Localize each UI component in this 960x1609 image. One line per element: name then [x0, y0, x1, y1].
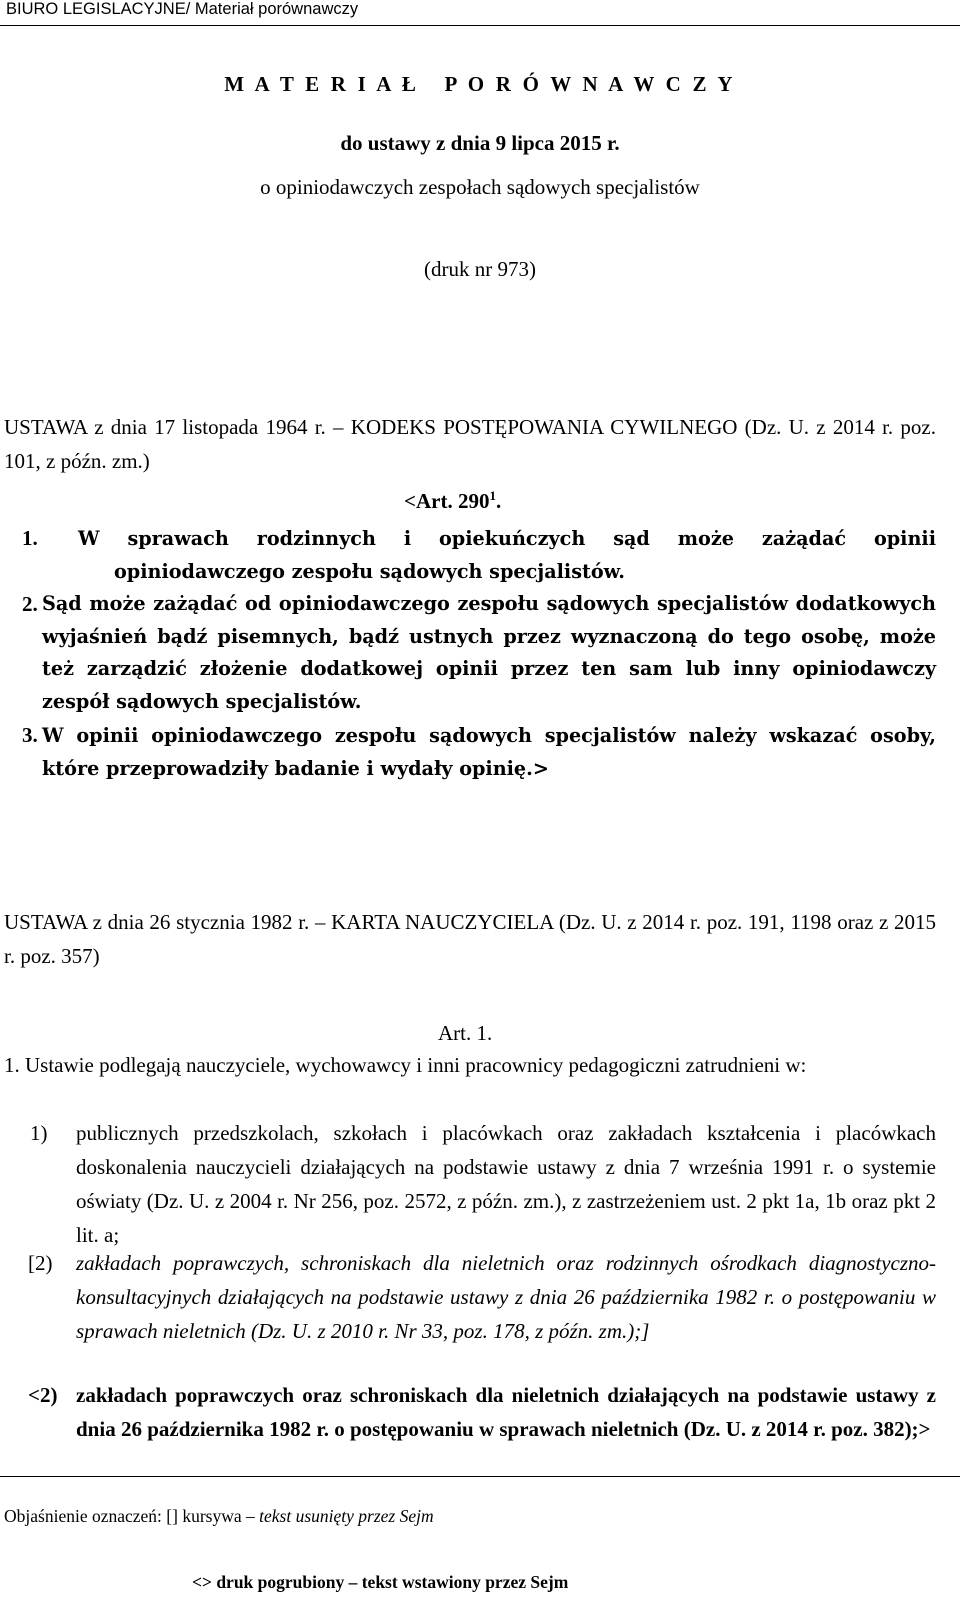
act2-item1-text: publicznych przedszkolach, szkołach i placówkach oraz zakładach kształcenia i placówkach doskonalenia nauczycieli działających na podstawie ustawy z dnia 7 września 1991 r. o systemie oświaty (Dz. U. z 2004 r. Nr 256, poz. 2572, z późn. zm.), z zastrzeżeniem ust. 2 pkt 1a, 1b oraz pkt 2 lit. a; [76, 1121, 936, 1247]
act2-item2-old-label: [2) [28, 1251, 53, 1275]
legend-label: Objaśnienie oznaczeń: [4, 1506, 162, 1526]
act1-p3-label: 3. [22, 723, 38, 747]
druk-number: (druk nr 973) [424, 257, 536, 281]
act1-heading: USTAWA z dnia 17 listopada 1964 r. – KODEKS POSTĘPOWANIA CYWILNEGO (Dz. U. z 2014 r. poz. 101, z późn. zm.) [4, 415, 936, 473]
act1-p2-label: 2. [22, 592, 38, 616]
act1-p2-text: Sąd może zażądać od opiniodawczego zespołu sądowych specjalistów dodatkowych wyjaśnień bądź pisemnych, bądź ustnych przez wyznaczoną do tego osobę, może też zarządzić złożenie dodatkowej opinii przez ten sam lub inny opiniodawczy zespół sądowych specjalistów. [42, 592, 936, 713]
act2-item2-new-label: <2) [28, 1383, 58, 1407]
act1-paragraph-2 [22, 588, 936, 718]
act2-intro-text: Ustawie podlegają nauczyciele, wychowawcy i inni pracownicy pedagogiczni zatrudnieni w: [25, 1053, 807, 1077]
act1-paragraph-3 [22, 719, 936, 785]
header-rule [0, 25, 960, 26]
act1-p1-label: 1. [22, 526, 38, 550]
act2-item1-label: 1) [30, 1121, 48, 1145]
footer-rule [0, 1476, 960, 1477]
legend-removed-dash: – [241, 1506, 260, 1526]
act2-item2-old-text: zakładach poprawczych, schroniskach dla nieletnich oraz rodzinnych ośrodkach diagnostyczno-konsultacyjnych działających na podstawie ustawy z dnia 26 października 1982 r. o postępowaniu w sprawach nieletnich (Dz. U. z 2010 r. Nr 33, poz. 178, z późn. zm.);] [76, 1251, 936, 1343]
legend-added: <> druk pogrubiony – tekst wstawiony przez Sejm [192, 1572, 569, 1592]
act2-item-2-added [28, 1378, 936, 1446]
act1-article-suffix: . [495, 489, 502, 513]
act1-article-title [404, 484, 501, 518]
document-subtitle-topic: o opiniodawczych zespołach sądowych specjalistów [260, 175, 700, 199]
act2-heading: USTAWA z dnia 26 stycznia 1982 r. – KARTA NAUCZYCIELA (Dz. U. z 2014 r. poz. 191, 1198 oraz z 2015 r. poz. 357) [4, 910, 936, 968]
act2-intro-label: 1. [4, 1053, 20, 1077]
act2-item2-new-text: zakładach poprawczych oraz schroniskach dla nieletnich działających na podstawie ustawy z dnia 26 października 1982 r. o postępowaniu w sprawach nieletnich (Dz. U. z 2014 r. poz. 382);> [76, 1383, 936, 1441]
act2-item-1 [30, 1116, 936, 1252]
act2-article-title: Art. 1. [438, 1021, 493, 1045]
document-header: BIURO LEGISLACYJNE/ Materiał porównawczy [6, 0, 359, 18]
act1-article-sup: 1 [489, 488, 496, 503]
legend-removed-desc: tekst usunięty przez Sejm [259, 1506, 434, 1526]
act1-article-prefix: <Art. 290 [404, 489, 490, 513]
act1-p1-text: W sprawach rodzinnych i opiekuńczych sąd może zażądać opinii opiniodawczego zespołu sądowych specjalistów. [78, 527, 936, 583]
act1-p3-text: W opinii opiniodawczego zespołu sądowych specjalistów należy wskazać osoby, które przeprowadziły badanie i wydały opinię.> [42, 724, 936, 780]
document-title: M A T E R I A Ł P O R Ó W N A W C Z Y [224, 72, 736, 96]
document-subtitle-date: do ustawy z dnia 9 lipca 2015 r. [340, 131, 620, 155]
legend-removed [4, 1506, 434, 1527]
act2-item-2-removed [28, 1246, 936, 1348]
act2-intro [4, 1048, 936, 1082]
act1-paragraph-1 [22, 522, 936, 588]
legend-removed-code: [] kursywa [166, 1506, 242, 1526]
